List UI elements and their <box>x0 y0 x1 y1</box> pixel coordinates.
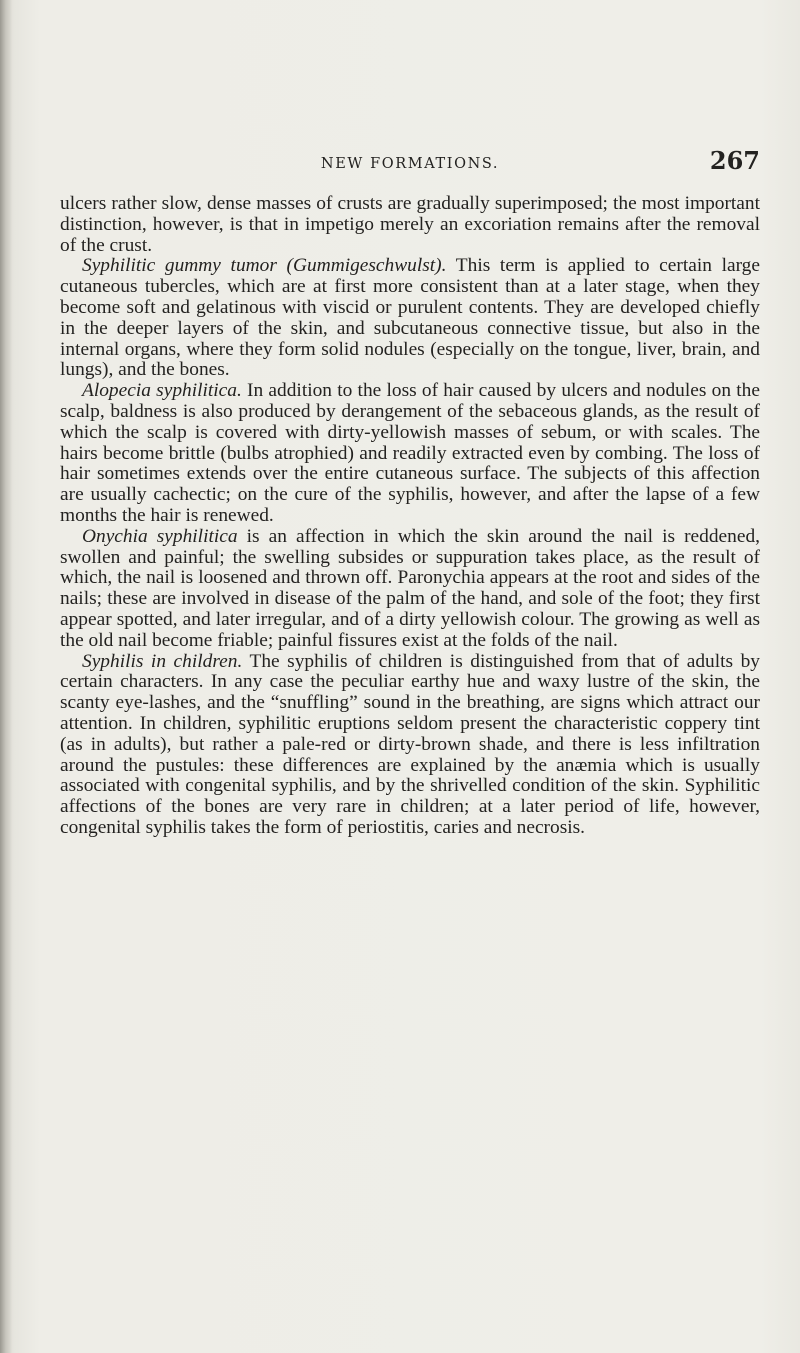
page-number: 267 <box>709 146 760 175</box>
paragraph-syphilitic-gummy-tumor <box>60 256 760 381</box>
paragraph-text: This term is applied to certain large cutaneous tubercles, which are at first more consistent than at a later stage, when they become soft and gelatinous with viscid or purulent contents. They are developed chiefly in the deeper layers of the skin, and subcutaneous connective tissue, but also in the internal organs, where they form solid nodules (especially on the tongue, liver, brain, and lungs), and the bones. <box>60 255 760 381</box>
paragraph-alopecia-syphilitica <box>60 381 760 527</box>
paragraph-onychia-syphilitica <box>60 527 760 652</box>
paragraph-lead: Onychia syphilitica <box>82 525 238 547</box>
paragraph-lead: Alopecia syphilitica. <box>82 380 242 402</box>
paragraph-text: In addition to the loss of hair caused by ulcers and nodules on the scalp, baldness is also produced by derangement of the sebaceous glands, as the result of which the scalp is covered with dirty-yellowish masses of sebum, or with scales. The hairs become brittle (bulbs atrophied) and readily extracted even by combing. The loss of hair sometimes extends over the entire cutaneous surface. The subjects of this affection are usually cachectic; on the cure of the syphilis, however, and after the lapse of a few months the hair is renewed. <box>60 380 760 526</box>
paragraph-syphilis-in-children <box>60 652 760 839</box>
page-gutter-shadow <box>0 0 12 1353</box>
paragraph-lead: Syphilis in children. <box>82 650 243 672</box>
paragraph-lead: Syphilitic gummy tumor (Gummigeschwulst). <box>82 255 447 277</box>
paragraph-text: ulcers rather slow, dense masses of crusts are gradually superimposed; the most important distinction, however, is that in impetigo merely an excoriation remains after the removal of the crust. <box>60 193 760 256</box>
running-head: NEW FORMATIONS. <box>320 156 500 172</box>
paragraph-ulcers-continued <box>60 194 760 256</box>
body-text <box>60 194 760 839</box>
paragraph-text: The syphilis of children is distinguished from that of adults by certain characters. In any case the peculiar earthy hue and waxy lustre of the skin, the scanty eye-lashes, and the “snuffling” sound in the breathing, are signs which attract our attention. In children, syphilitic eruptions seldom present the characteristic coppery tint (as in adults), but rather a pale-red or dirty-brown shade, and there is less infiltration around the pustules: these differences are explained by the anæmia which is usually associated with congenital syphilis, and by the shrivelled condition of the skin. Syphilitic affections of the bones are very rare in children; at a later period of life, however, congenital syphilis takes the form of periostitis, caries and necrosis. <box>60 650 760 838</box>
page-header <box>60 146 760 178</box>
paragraph-text: is an affection in which the skin around the nail is reddened, swollen and painful; the swelling subsides or suppuration takes place, as the result of which, the nail is loosened and thrown off. Paronychia appears at the root and sides of the nails; these are involved in disease of the palm of the hand, and sole of the foot; they first appear spotted, and later irregular, and of a dirty yellowish colour. The growing as well as the old nail become friable; painful fissures exist at the folds of the nail. <box>60 525 761 651</box>
